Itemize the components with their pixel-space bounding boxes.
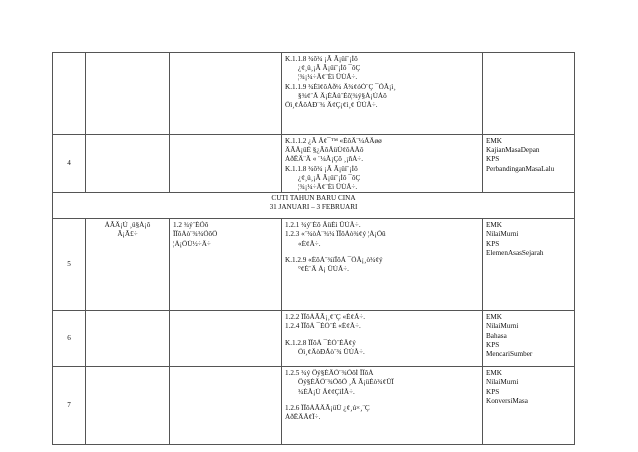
holiday-cell (53, 193, 575, 219)
topic-cell (86, 135, 170, 193)
emk-item: Bahasa (486, 331, 507, 340)
learning-standard-line: Öý§ÉÂÕ¨¾ÕõÕ ¸Ã Ã¡üÈò¾¢ÜÎ (298, 378, 394, 387)
week-number: 5 (53, 219, 86, 311)
holiday-row (53, 193, 575, 219)
week-number: 7 (53, 367, 86, 445)
skill-cell (170, 135, 282, 193)
emk-item: EMK (486, 369, 502, 378)
learning-standard-line: ÀðÊÂ¨Ä « ¨¼Å¡Çõ ¸¡ñÀ÷. (285, 155, 364, 164)
skill-text: ÏÎõÀò¨¾¾ÕõÕ (173, 230, 218, 239)
learning-standard-line: «É¢Å÷. (298, 239, 321, 248)
learning-standard-line: ¦¾¡¼÷Â¢¨Éì ÜÚÅ÷. (298, 183, 358, 192)
emk-item: EMK (486, 221, 502, 230)
emk-item: EMK (486, 313, 502, 322)
learning-standard-line: ÀðÊÂÄ¢Î÷. (285, 413, 321, 422)
learning-standard-line: §¾¢¨Å Â¡ÉÅü¨Èô¦¾ý§À¡ÚÁõ (298, 91, 387, 100)
topic-cell (86, 53, 170, 135)
learning-standard-line (285, 397, 479, 404)
week-row (53, 53, 575, 135)
emk-item: NilaiMurni (486, 378, 519, 387)
lesson-plan-table (52, 52, 575, 445)
learning-standard-line: Õì¸¢ÅôÀÐ¨¾ Ä¢Ç¡¢ì¸¢ ÜÚÅ÷. (285, 101, 378, 110)
skill-cell (170, 311, 282, 367)
learning-standard-line: ¾ÉÅ¡Ú Ä¢¢ÇìÌÅ÷. (298, 387, 355, 396)
learning-standard-line: K.1.1.8 ¾ô¾ ¡Ã Ã¡üï¨¡Ìõ (285, 55, 358, 63)
learning-standard-line: 1.2.2 ÏÎõÀÃÃ¡¸¢¨Ç «É¢Å÷. (285, 313, 365, 322)
learning-standard-line (285, 249, 479, 256)
learning-standard-line: K.1.2.9 «ÉõÀ¨¾ïÎõÀ ¯ÕÅ¡¸ò¾¢ý (285, 255, 383, 264)
learning-standard-line: 1.2.3 «¨¾òÀ¨¾¼ ÏÎõÀò¾¢ý ¦Á¡Õû (285, 230, 386, 239)
emk-item: KPS (486, 340, 500, 349)
learning-standard-line: K.1.1.8 ¾ô¾ ¡Ã Ã¡üï¨¡Ìõ (285, 164, 358, 173)
emk-item: NilaiMurni (486, 322, 519, 331)
week-row (53, 219, 575, 311)
week-number: 6 (53, 311, 86, 367)
learning-standard-line: K.1.1.2 ¿Ã Ä¢¯™ «ÉõÄ¨¼ÅÂøø (285, 137, 382, 145)
learning-standard-line: Õì¸¢ÂòÐÅò¨¾ ÜÚÅ÷. (298, 347, 365, 356)
skill-text: ¦À¡ÕÙ½÷Â÷ (173, 239, 211, 248)
emk-item: KPS (486, 239, 500, 248)
learning-standard-cell (282, 219, 483, 311)
emk-cell (483, 311, 575, 367)
learning-standard-cell (282, 53, 483, 135)
emk-item: KonversiMasa (486, 396, 528, 405)
week-number: 4 (53, 135, 86, 193)
emk-cell (483, 219, 575, 311)
topic-text: Ã¡Ã£÷ (117, 230, 138, 239)
week-number (53, 53, 86, 135)
skill-cell (170, 53, 282, 135)
learning-standard-line: 1.2.6 ÏÎõÀÃÂÃ¡üÚ ¿¢¸ú×¸¨Ç (285, 403, 370, 412)
topic-text: ÀÃÂ¡Ú ¸ü§À¡õ (104, 221, 151, 230)
learning-standard-line: 1.2.5 ¾ý Öý§ÉÂÕ¨¾ÕõÍ ÏÎõÀ (285, 369, 374, 378)
learning-standard-line (285, 332, 479, 339)
week-row (53, 367, 575, 445)
learning-standard-line: 1.2.1 ¾ý¨Éô ÄüÉì ÜÚÅ÷. (285, 221, 361, 230)
learning-standard-line: ¿¢¸ü¸¡Ã Ã¡üï¨¡Ìõ ¯ôÇ (298, 173, 361, 182)
learning-standard-cell (282, 311, 483, 367)
skill-cell (170, 367, 282, 445)
learning-standard-cell (282, 135, 483, 193)
week-row (53, 135, 575, 193)
holiday-text: CUTI TAHUN BARU CINA (271, 194, 356, 203)
week-row (53, 311, 575, 367)
topic-cell (86, 219, 170, 311)
learning-standard-cell (282, 367, 483, 445)
skill-cell (170, 219, 282, 311)
emk-item: PerbandinganMasaLalu (486, 164, 555, 173)
emk-item: KPS (486, 155, 500, 164)
holiday-text: 31 JANUARI – 3 FEBRUARI (269, 203, 358, 212)
emk-item: KajianMasaDepan (486, 146, 540, 155)
emk-item: MencariSumber (486, 350, 533, 359)
learning-standard-line: K.1.1.9 ¾Éì¢ôÀð¼ Ä¾¢óÒ¨Ç ¯ÕÅ¡ì¸ (285, 82, 396, 91)
emk-cell (483, 135, 575, 193)
skill-text: 1.2 ¾ý¨ÉÕõ (173, 221, 209, 230)
learning-standard-line: ¿¢¸ü¸¡Ã Ã¡üï¨¡Ìõ ¯ôÇ (298, 64, 361, 73)
learning-standard-line: ÂÃÅ¡üÈ §¿ÃõÅüÚ¢õÀÅô (285, 146, 364, 155)
emk-cell (483, 367, 575, 445)
topic-cell (86, 311, 170, 367)
emk-item: KPS (486, 387, 500, 396)
emk-item: ElemenAsasSejarah (486, 248, 544, 257)
emk-item: EMK (486, 137, 502, 145)
emk-item: NilaiMurni (486, 230, 519, 239)
learning-standard-line: K.1.2.8 ÏÎõÀ ¯ÈÓ¨ÈÂ¢ý (285, 338, 356, 347)
learning-standard-line: °¢É¨Â À¡ ÜÚÅ÷. (298, 265, 349, 274)
learning-standard-line: ¦¾¡¼÷Â¢¨Éì ÜÚÅ÷. (298, 73, 358, 82)
emk-cell (483, 53, 575, 135)
learning-standard-line: 1.2.4 ÏÎõÀ ¯ÈÓ¨È «É¢Å÷. (285, 322, 361, 331)
topic-cell (86, 367, 170, 445)
